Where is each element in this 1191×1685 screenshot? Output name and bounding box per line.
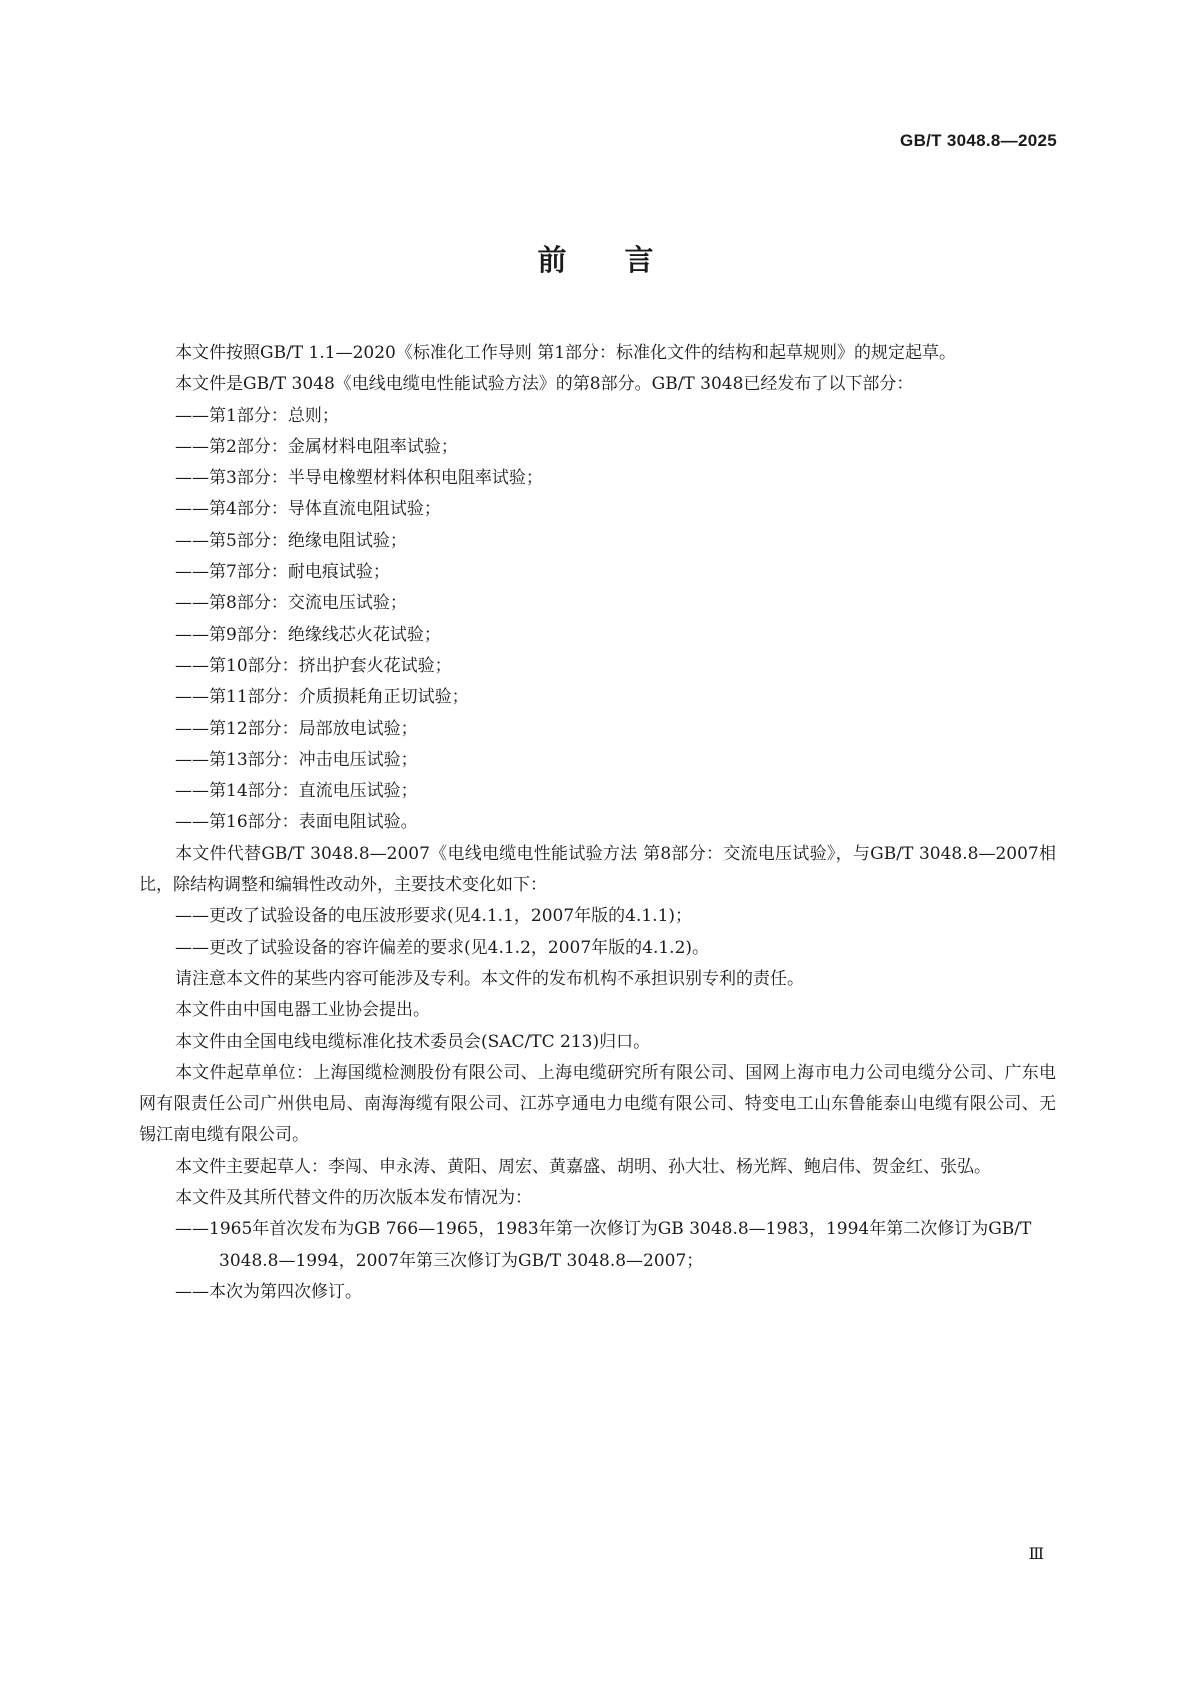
list-item: ——第7部分：耐电痕试验； (175, 562, 390, 583)
centralizer-paragraph: 本文件由全国电线电缆标准化技术委员会(SAC/TC 213)归口。 (175, 1031, 651, 1052)
list-item: ——第1部分：总则； (175, 405, 339, 426)
changes-list (139, 901, 1056, 964)
history-intro-paragraph: 本文件及其所代替文件的历次版本发布情况为： (175, 1188, 532, 1209)
list-item: ——第8部分：交流电压试验； (175, 593, 407, 614)
replaces-paragraph: 本文件代替GB/T 3048.8—2007《电线电缆电性能试验方法 第8部分：交流电压试验》，与GB/T 3048.8—2007相比，除结构调整和编辑性改动外，主要技术变化如下： (139, 843, 1056, 896)
basis-paragraph: 本文件按照GB/T 1.1—2020《标准化工作导则 第1部分：标准化文件的结构和起草规则》的规定起草。 (175, 343, 957, 363)
list-item: ——第10部分：挤出护套火花试验； (175, 655, 452, 676)
list-item: ——第12部分：局部放电试验； (175, 718, 418, 739)
document-body (139, 338, 1056, 1308)
list-item: ——第16部分：表面电阻试验。 (175, 812, 418, 833)
list-item: ——第2部分：金属材料电阻率试验； (175, 436, 458, 457)
list-item: ——第4部分：导体直流电阻试验； (175, 499, 441, 520)
list-item: ——更改了试验设备的容许偏差的要求(见4.1.2，2007年版的4.1.2)。 (175, 937, 710, 958)
parts-list (139, 401, 1056, 839)
standard-code: GB/T 3048.8—2025 (900, 131, 1057, 150)
drafting-units-paragraph: 本文件起草单位：上海国缆检测股份有限公司、上海电缆研究所有限公司、国网上海市电力公司电缆分公司、广东电网有限责任公司广州供电局、南海海缆有限公司、江苏亨通电力电缆有限公司、特变电工山东鲁能泰山电缆有限公司、无锡江南电缆有限公司。 (139, 1062, 1056, 1146)
list-item: ——第13部分：冲击电压试验； (175, 749, 418, 770)
list-item: ——更改了试验设备的电压波形要求(见4.1.1，2007年版的4.1.1)； (175, 906, 693, 927)
list-item: ——第14部分：直流电压试验； (175, 781, 418, 802)
list-item: ——第9部分：绝缘线芯火花试验； (175, 624, 441, 645)
patent-notice: 请注意本文件的某些内容可能涉及专利。本文件的发布机构不承担识别专利的责任。 (175, 968, 804, 989)
list-item: ——1965年首次发布为GB 766—1965，1983年第一次修订为GB 3048.8—1983，1994年第二次修订为GB/T 3048.8—1994，2007年第三次修订为GB/T 3048.8—2007； (175, 1219, 1032, 1271)
list-item: ——第3部分：半导电橡塑材料体积电阻率试验； (175, 468, 543, 489)
proposer-paragraph: 本文件由中国电器工业协会提出。 (175, 1000, 430, 1021)
history-list (139, 1214, 1056, 1308)
drafters-paragraph: 本文件主要起草人：李闯、申永涛、黄阳、周宏、黄嘉盛、胡明、孙大壮、杨光辉、鲍启伟、贺金红、张弘。 (175, 1156, 991, 1177)
list-item: ——本次为第四次修订。 (175, 1281, 362, 1302)
list-item: ——第11部分：介质损耗角正切试验； (175, 687, 469, 708)
list-item: ——第5部分：绝缘电阻试验； (175, 530, 407, 551)
page-title: 前言 (537, 243, 712, 277)
page-number: Ⅲ (1028, 1544, 1044, 1563)
series-paragraph: 本文件是GB/T 3048《电线电缆电性能试验方法》的第8部分。GB/T 3048已经发布了以下部分： (175, 374, 914, 395)
